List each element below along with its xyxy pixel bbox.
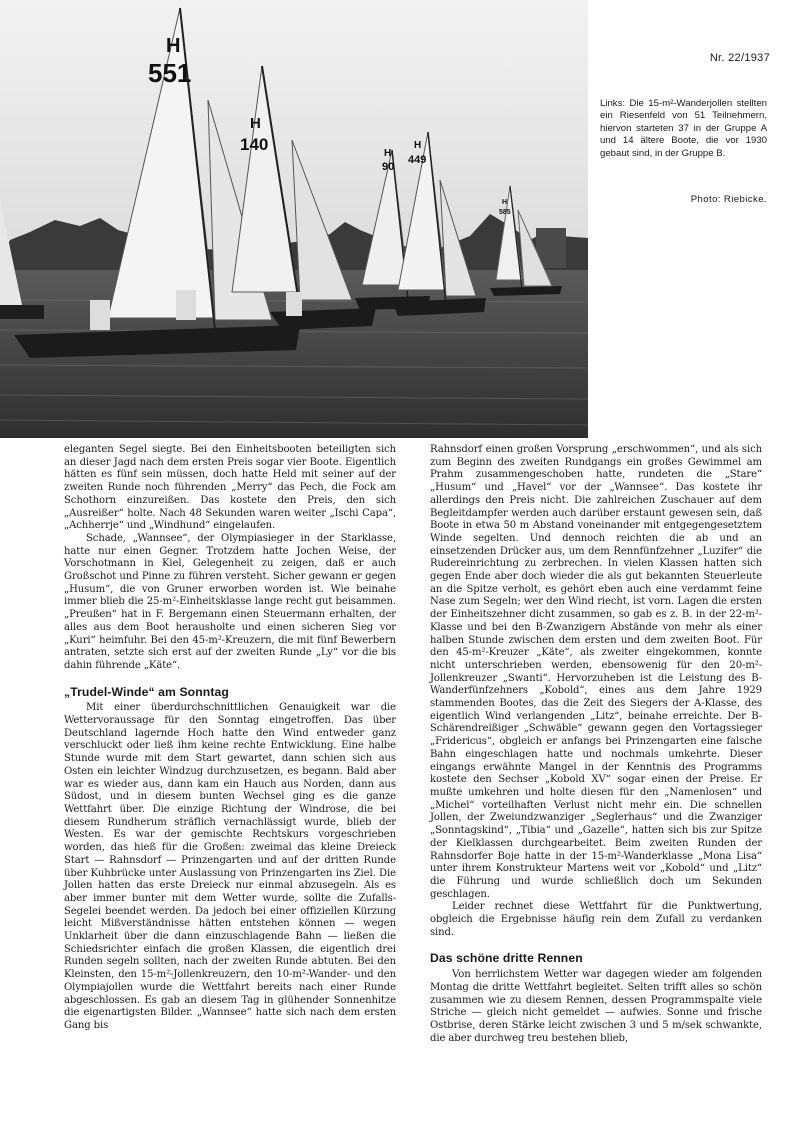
regatta-photo-graphic (0, 0, 588, 438)
section-heading: „Trudel-Winde“ am Sonntag (64, 684, 229, 699)
text-column-right (430, 444, 762, 1045)
regatta-photo (0, 0, 588, 438)
sail-number-90: 90 (382, 161, 395, 173)
section-heading: Das schöne dritte Rennen (430, 951, 583, 966)
photo-caption: Links: Die 15-m²-Wanderjollen stellten ein Riesenfeld von 51 Teilnehmern, hiervon starteten 37 in der Gruppe A und 14 ältere Boote, die vor 1930 gebaut sind, in der Gruppe B. (600, 98, 767, 159)
issue-number: Nr. 22/1937 (709, 52, 770, 64)
sail-number-140: 140 (240, 135, 269, 154)
sail-number-449: 449 (408, 154, 427, 166)
paragraph: Schade, „Wannsee“, der Olympiasieger in der Starklasse, hatte nur einen Gegner. Trotzdem hatte Jochen Weise, der Vorschotmann in Kiel, Gelegenheit zu zeigen, daß er auch Großschot und Pinne zu führen versteht. Sicher gewann er gegen „Husum“, die von Gruner erworben worden ist. Wie beinahe immer blieb die 25-m²-Einheitsklasse lange recht gut beisammen. „Preußen“ hat in F. Bergemann einen Steuermann erhalten, der alles aus dem Boot herausholte und einen sicheren Sieg vor „Kuri“ heimfuhr. Bei den 45-m²-Kreuzern, die mit fünf Bewerbern antraten, setzte sich erst auf der zweiten Runde „Ly“ vor die bis dahin führende „Käte“. (64, 532, 396, 671)
photo-credit: Photo: Riebicke. (690, 194, 767, 205)
sail-letter-90: H (384, 148, 392, 159)
paragraph: eleganten Segel siegte. Bei den Einheitsbooten beteiligten sich an dieser Jagd nach dem ersten Preis sogar vier Boote. Eigentlich hätten es fünf sein müssen, doch hatte Held mit seiner auf der zweiten Runde noch führenden „Merry“ das Pech, die Fock am Schothorn einzureißen. Das kostete den Preis, den sich „Ausreißer“ holte. Nach 48 Sekunden waren weiter „Ischi Capa“, „Achherrje“ und „Windhund“ eingelaufen. (64, 444, 396, 532)
sail-number-585: 585 (499, 209, 511, 216)
sail-letter-449: H (414, 140, 422, 151)
sail-letter-585: H (502, 199, 508, 206)
paragraph: Von herrlichstem Wetter war dagegen wieder am folgenden Montag die dritte Wettfahrt begleitet. Selten trifft alles so schön zusammen wie zu diesem Rennen, dessen Programmspalte viele Striche — gleich nicht gemeldet — aufwies. Sonne und frische Ostbrise, deren Stärke leicht zwischen 3 und 5 m/sek schwankte, die aber durchweg treu bestehen blieb, (430, 969, 762, 1044)
paragraph: Rahnsdorf einen großen Vorsprung „erschwommen“, und als sich zum Beginn des zweiten Rundgangs ein großes Gewimmel am Prahm zusammengeschoben hatte, rundeten die „Stare“ „Husum“ und „Havel“ vor der „Wannsee“. Das kostete ihr allerdings den Preis nicht. Die zahlreichen Zuschauer auf dem Begleitdampfer werden auch darüber erstaunt gewesen sein, daß Boote in etwa 50 m Abstand voneinander mit entgegengesetztem Winde segelten. Und dennoch reichten die ab und an einsetzenden Drücker aus, um dem Rennfünfzehner „Luzifer“ die Rudereinrichtung zu zerbrechen. In vielen Klassen hatten sich gegen Ende aber doch wieder die als gut bekannten Steuerleute an die Spitze verholt, es gehört eben auch eine verdammt feine Nase zum Segeln; wer den Wind riecht, ist vorn. Lagen die ersten der Einheitszehner dicht zusammen, so gab es z. B. in der 22-m²-Klasse und bei den B-Zwanzigern Abstände von mehr als einer halben Stunde zwischen dem ersten und dem zweiten Boot. Für den 45-m²-Kreuzer „Käte“, als zweiter eingekommen, konnte nicht unterschrieben werden, ebensowenig für den 20-m²-Jollenkreuzer „Swanti“. Hervorzuheben ist die Leistung des B-Wanderfünfzehners „Kobold“, eines aus dem Jahre 1929 stammenden Bootes, das die Zeit des Siegers der A-Klasse, des eigentlich Wind verlangenden „Litz“, beinahe erreichte. Der B-Schärendreißiger „Schwäble“ gewann gegen den Vortagssieger „Fridericus“, obgleich er anfangs bei Prinzengarten eine falsche Bahn eingeschlagen hatte und nochmals umkehrte. Dieser eingangs erwähnte Mangel in der Kenntnis des Programms kostete den Sechser „Kobold XV“ sogar einen der Preise. Er mußte umkehren und holte diesen für den „Namenlosen“ und „Michel“ vorteilhaften Verlust nicht mehr ein. Die schnellen Jollen, der Zweiundzwanziger „Seglerhaus“ und die Zwanziger „Sonntagskind“, „Tibia“ und „Gazelle“, hatten sich bis zur Spitze der Kielklassen durchgearbeitet. Beim zweiten Runden der Rahnsdorfer Boje hatte in der 15-m²-Wanderklasse „Mona Lisa“ unter ihrem Konstrukteur Martens weit vor „Kobold“ und „Litz“ die Führung und wurde schließlich doch um Sekunden geschlagen. (430, 444, 762, 900)
sail-letter-140: H (250, 115, 261, 132)
text-column-left (64, 444, 396, 1033)
sail-letter-551: H (166, 35, 181, 57)
sail-number-551: 551 (148, 58, 192, 88)
paragraph: Leider rechnet diese Wettfahrt für die Punktwertung, obgleich die Ergebnisse häufig rein dem Zufall zu verdanken sind. (430, 901, 762, 938)
paragraph: Mit einer überdurchschnittlichen Genauigkeit war die Wettervoraussage für den Sonntag eingetroffen. Das über Deutschland lagernde Hoch hatte den Wind entweder ganz verschluckt oder ließ ihm keine rechte Entwicklung. Eine halbe Stunde wurde mit dem Start gewartet, dann schien sich aus Osten ein leichter Windzug durchzusetzen, es begann. Bald aber war es wieder aus, dann kam ein Hauch aus Norden, dann aus Südost, und in diesem bunten Wechsel ging es die ganze Wettfahrt über. Die einzige Richtung der Windrose, die bei diesem Rundherum sträflich vernachlässigt wurde, blieb der Westen. Es war der gemischte Rechtskurs vorgeschrieben worden, das hieß für die Großen: zweimal das kleine Dreieck Start — Rahnsdorf — Prinzengarten und auf der dritten Runde über Kuhbrücke unter Auslassung von Prinzengarten ins Ziel. Die Jollen hatten das erste Dreieck nur einmal abzusegeln. Als es aber immer bunter mit dem Wetter wurde, sollte die Zufalls-Segelei beendet werden. Da jedoch bei einer offiziellen Kürzung leicht Mißverständnisse hätten entstehen können — wegen Unklarheit über die dann einzuschlagende Bahn — ließen die Schiedsrichter einfach die großen Klassen, die eigentlich drei Runden segeln sollten, nach der zweiten Runde abtuten. Bei den Kleinsten, den 15-m²-Jollenkreuzern, den 10-m²-Wander- und den Olympiajollen wurde die Wettfahrt bereits nach einer Runde abgeschlossen. Es gab an diesem Tag in glühender Sonnenhitze die eigenartigsten Bilder. „Wannsee“ hatte sich nach dem ersten Gang bis (64, 702, 396, 1031)
